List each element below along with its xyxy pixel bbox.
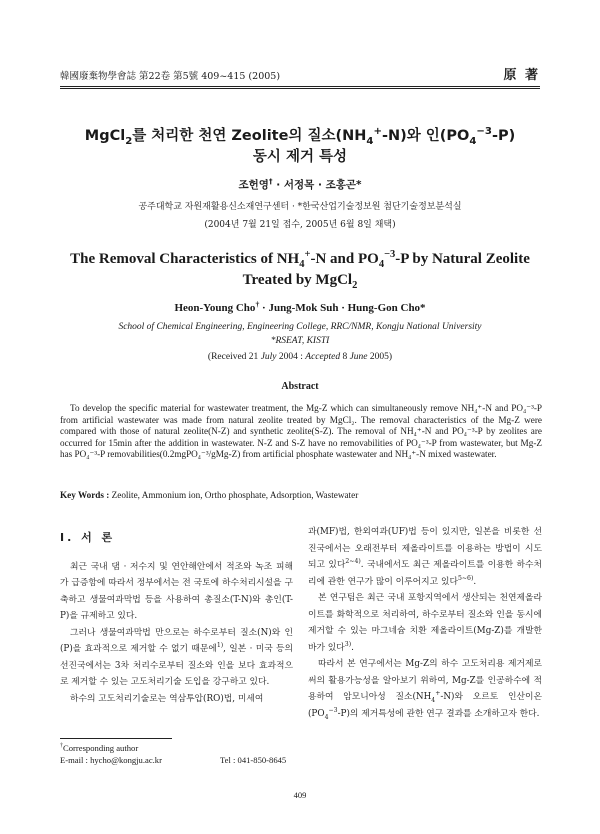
author-email: E-mail : hycho@kongju.ac.kr	[60, 755, 162, 765]
keywords-label: Key Words :	[60, 490, 110, 500]
footnote-rule	[60, 738, 172, 739]
intro-paragraph-2: 그러나 생물여과막법 만으로는 하수로부터 질소(N)와 인(P)을 효과적으로 제거할 수 없기 때문에$^{1)}$, 일본 · 미국 등의 선진국에서는 3차 처리수로부터 질소와 인을 보다 효과적으로 제거할 수 있는 고도처리기술 도입을 강구하고 있다.	[60, 627, 293, 687]
abstract-heading: Abstract	[281, 381, 319, 392]
keywords-list: Zeolite, Ammonium ion, Ortho phosphate, Adsorption, Wastewater	[109, 490, 359, 500]
korean-received-date: (2004년 7월 21일 접수, 2005년 6월 8일 채택)	[204, 220, 396, 230]
running-header	[60, 66, 540, 84]
journal-citation: 韓國廢棄物學會誌 第22卷 第5號 409~415 (2005)	[60, 71, 281, 82]
intro-paragraph-3: 하수의 고도처리기술로는 역삼투압(RO)법, 미세여	[70, 693, 264, 704]
intro-paragraph-1: 최근 국내 댐 · 저수지 및 연안해안에서 적조와 녹조 피해가 급증함에 따라서 정부에서는 전 국토에 하수처리시설을 구축하고 생물여과막법 등을 사용하여 총질소(T-N)와 총인(T-P)을 규제하고 있다.	[60, 561, 293, 621]
abstract-body: To develop the specific material for wastewater treatment, the Mg-Z which can simultaneously remove NH₄⁺-N and PO₄⁻³-P from artificial wastewater was made from natural zeolite treated by MgCl₂. The removal characteristics of the Mg-Z were compared with those of natural zeolite(N-Z) and synthetic zeolite(S-Z). The removal of NH₄⁺-N and PO₄⁻³-P by zeolites are occurred for 15min after the addition in wastewater. N-Z and S-Z have no removabilities of PO₄⁻³-P from wastewater, but Mg-Z has PO₄⁻³-P removabilities(0.2mgPO₄⁻³/gMg-Z) from artificial phosphate wastewater and NH₄⁺-N mixed wastewater.	[60, 403, 542, 460]
korean-title: MgCl$_2$를 처리한 천연 Zeolite의 질소$(NH_4^+-N)$와 인$(PO_4^{-3}-P)$ 동시 제거 특성	[84, 126, 516, 165]
left-column	[60, 530, 293, 707]
right-column	[308, 524, 542, 722]
section-heading: I. 서 론	[60, 531, 116, 544]
english-authors: Heon-Young Cho† · Jung-Mok Suh · Hung-Gon Cho*	[174, 299, 426, 314]
page-number: 409	[293, 790, 307, 800]
author-phone: Tel : 041-850-8645	[220, 755, 287, 765]
header-rule-thin	[60, 88, 540, 89]
intro-paragraph-3-cont: 과(MF)법, 한외여과(UF)법 등이 있지만, 일본을 비롯한 선진국에서는 오래전부터 제올라이트를 이용하는 방법이 시도되고 있다$^{2\sim 4)}$. 국내에서도 최근 제올라이트를 이용한 하수처리에 관한 연구가 많이 이루어지고 있다$^{5\sim 6)}$.	[308, 527, 542, 587]
english-title: The Removal Characteristics of $NH_4^+-N$ and $PO_4^{-3}-P$ by Natural Zeolite Treated by MgCl$_2$	[70, 249, 530, 291]
article-type-label: 原 著	[503, 68, 540, 83]
english-affiliation: School of Chemical Engineering, Engineering College, RRC/NMR, Kongju National University *RSEAT, KISTI	[118, 322, 482, 346]
korean-affiliation: 공주대학교 자원재활용신소재연구센터 · *한국산업기술정보원 첨단기술정보분석실	[138, 202, 462, 212]
header-rule	[60, 86, 540, 87]
korean-authors: 조헌영† · 서정목 · 조홍곤*	[238, 176, 362, 191]
intro-paragraph-4: 본 연구팀은 최근 국내 포항지역에서 생산되는 천연제올라이트를 화학적으로 처리하여, 하수로부터 질소와 인을 동시에 제거할 수 있는 마그네슘 치환 제올라이트(Mg-Z)를 개발한 바가 있다$^{3)}$.	[308, 593, 542, 653]
keywords	[60, 490, 542, 500]
english-received-date: (Received 21 July 2004 : Accepted 8 June 2005)	[207, 352, 393, 362]
corresponding-author-footnote: †Corresponding author E-mail : hycho@kongju.ac.kr Tel : 041-850-8645	[60, 743, 287, 765]
intro-paragraph-5: 따라서 본 연구에서는 Mg-Z의 하수 고도처리용 제거제로써의 활용가능성을 알아보기 위하여, Mg-Z를 인공하수에 적용하여 암모니아성 질소$(NH_4^+-N)$와 오르토 인산이온$(PO_4^{-3}-P)$의 제거특성에 관한 연구 결과를 소개하고자 한다.	[308, 659, 542, 721]
